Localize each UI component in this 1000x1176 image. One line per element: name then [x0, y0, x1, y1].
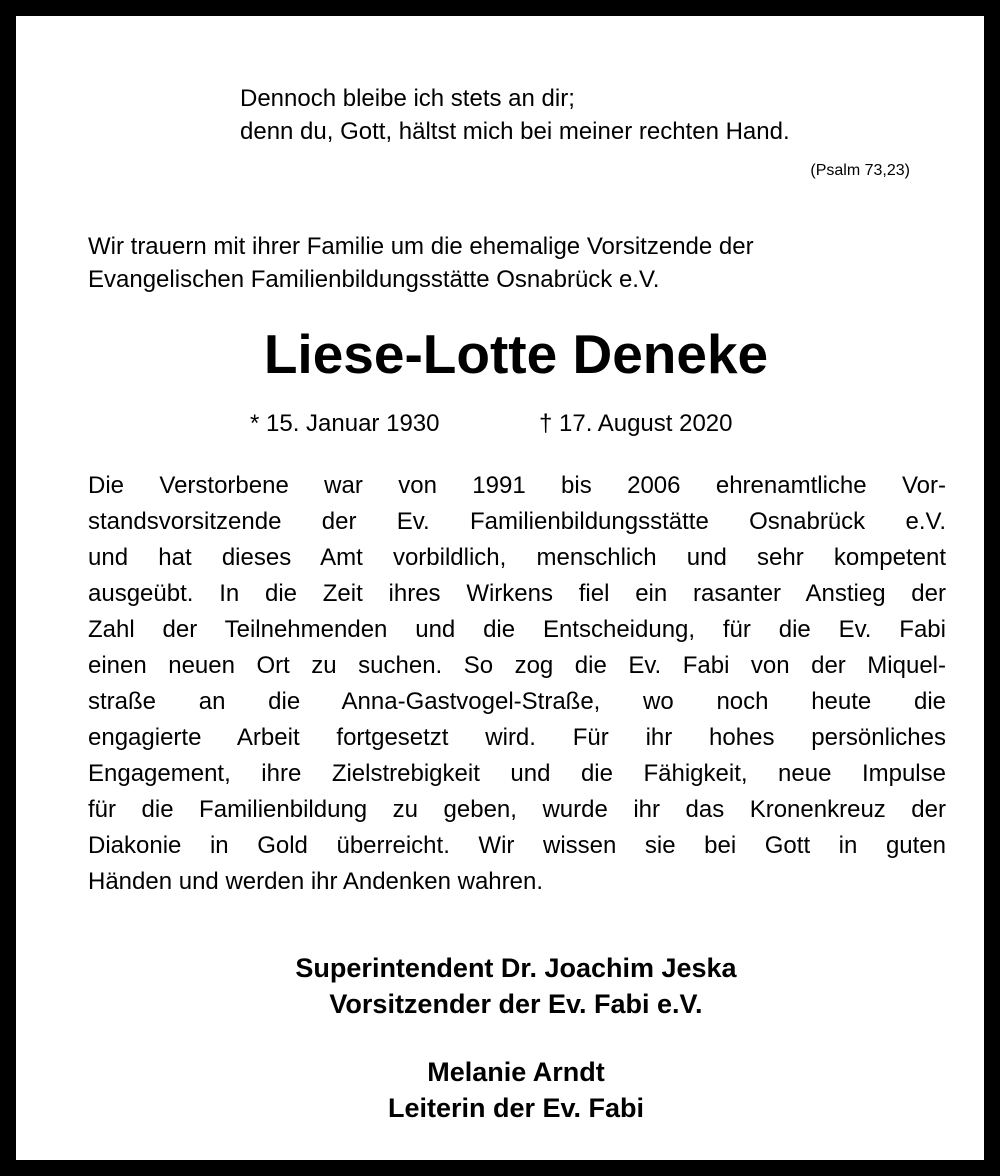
- signatory-role: Leiterin der Ev. Fabi: [387, 1093, 645, 1123]
- deceased-name: Liese-Lotte Deneke: [263, 323, 769, 385]
- intro-line-1: Wir trauern mit ihrer Familie um die ehemalige Vorsitzende der: [88, 233, 754, 260]
- tribute-line: für die Familienbildung zu geben, wurde ihr das Kronenkreuz der: [88, 796, 946, 823]
- mourning-intro: [88, 230, 958, 296]
- tribute-text: [88, 468, 946, 900]
- tribute-line: Zahl der Teilnehmenden und die Entscheidung, für die Ev. Fabi: [88, 616, 946, 643]
- signatory-name: Superintendent Dr. Joachim Jeska: [295, 953, 737, 983]
- psalm-verse: [240, 82, 960, 148]
- verse-line-1: Dennoch bleibe ich stets an dir;: [240, 85, 575, 112]
- intro-line-2: Evangelischen Familienbildungsstätte Osnabrück e.V.: [88, 266, 660, 293]
- tribute-line: straße an die Anna-Gastvogel-Straße, wo noch heute die: [88, 688, 946, 715]
- signatory-1: [16, 950, 1000, 1022]
- birth-date: * 15. Januar 1930: [250, 410, 440, 437]
- verse-line-2: denn du, Gott, hältst mich bei meiner rechten Hand.: [240, 118, 790, 145]
- tribute-line: und hat dieses Amt vorbildlich, menschlich und sehr kompetent: [88, 544, 946, 571]
- tribute-line: standsvorsitzende der Ev. Familienbildungsstätte Osnabrück e.V.: [88, 508, 946, 535]
- tribute-line: Engagement, ihre Zielstrebigkeit und die Fähigkeit, neue Impulse: [88, 760, 946, 787]
- tribute-line: einen neuen Ort zu suchen. So zog die Ev. Fabi von der Miquel-: [88, 652, 946, 679]
- tribute-line: Diakonie in Gold überreicht. Wir wissen sie bei Gott in guten: [88, 832, 946, 859]
- signatory-name: Melanie Arndt: [427, 1057, 605, 1087]
- tribute-line: Die Verstorbene war von 1991 bis 2006 ehrenamtliche Vor-: [88, 472, 946, 499]
- signatory-2: [16, 1054, 1000, 1126]
- tribute-line: ausgeübt. In die Zeit ihres Wirkens fiel ein rasanter Anstieg der: [88, 580, 946, 607]
- death-date: † 17. August 2020: [539, 410, 733, 437]
- tribute-line: Händen und werden ihr Andenken wahren.: [88, 868, 543, 895]
- signatory-role: Vorsitzender der Ev. Fabi e.V.: [329, 989, 703, 1019]
- tribute-line: engagierte Arbeit fortgesetzt wird. Für ihr hohes persönliches: [88, 724, 946, 751]
- verse-source: (Psalm 73,23): [810, 162, 910, 179]
